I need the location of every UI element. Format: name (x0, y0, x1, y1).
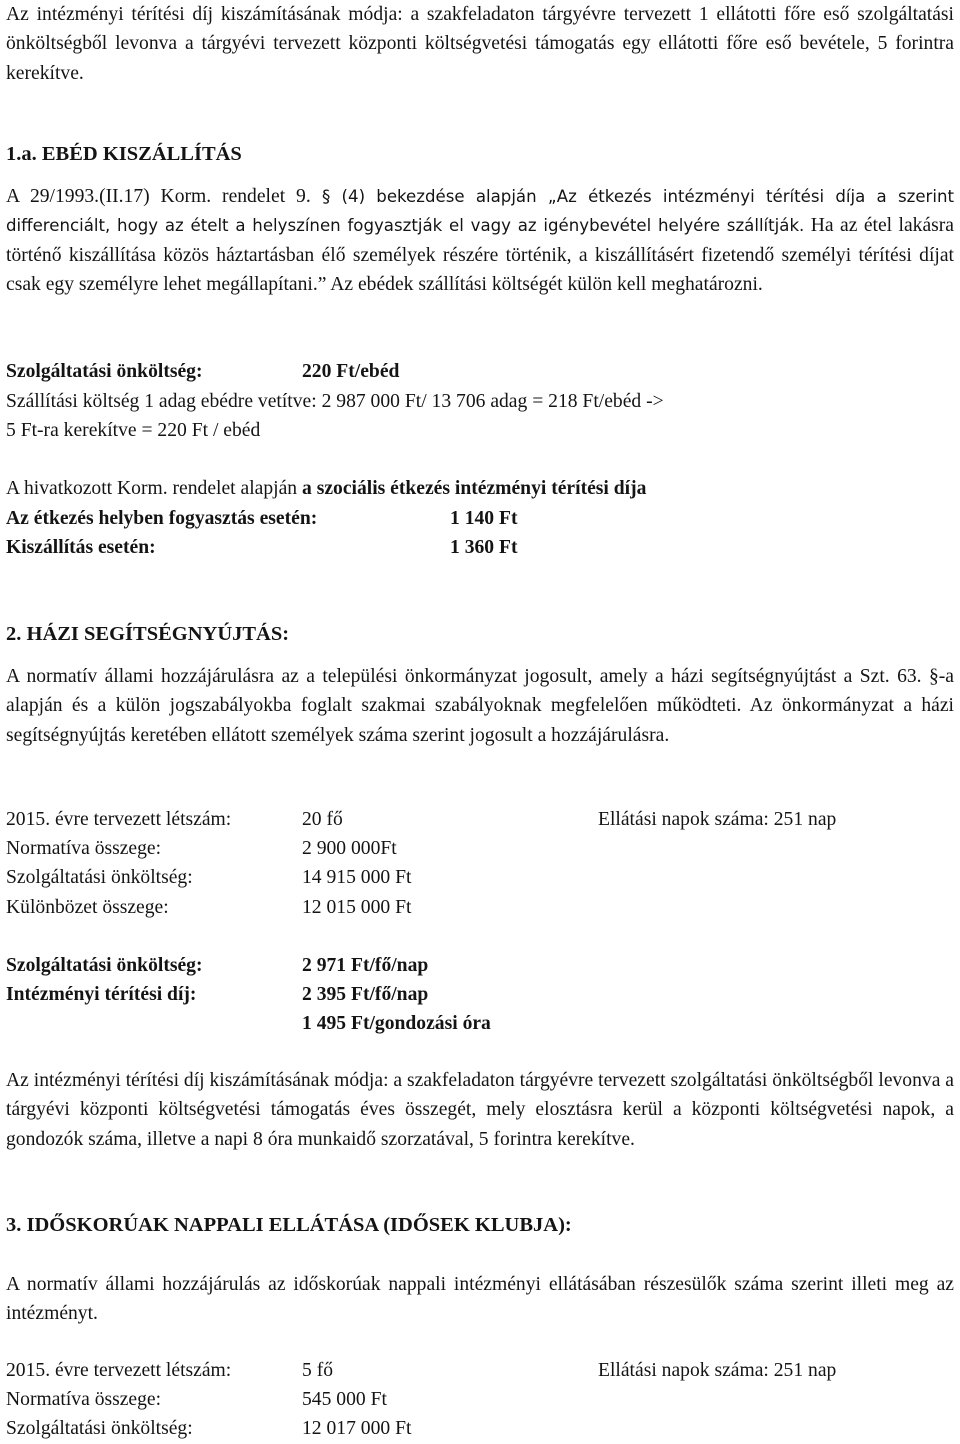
section-2-heading: 2. HÁZI SEGÍTSÉGNYÚJTÁS: (6, 623, 290, 645)
s2-row-2-label: Szolgáltatási önköltség: (6, 867, 193, 888)
s2-fee-value-2: 1 495 Ft/gondozási óra (302, 1013, 491, 1034)
fee-line-bold: a szociális étkezés intézményi térítési díja (302, 478, 647, 499)
s2-method-paragraph: Az intézményi térítési díj kiszámításának módja: a szakfeladaton tárgyévre tervezett szolgáltatási önköltségből levonva a tárgyévi központi költségvetési támogatás éves összegét, mely elosztásra kerül a központi költségvetési napok, a gondozók száma, illetve a napi 8 óra munkaidő szorzatával, 5 forintra kerekítve. (6, 1070, 954, 1150)
onsite-label: Az étkezés helyben fogyasztás esetén: (6, 508, 318, 529)
intro-paragraph: Az intézményi térítési díj kiszámításának módja: a szakfeladaton tárgyévre tervezett 1 ellátotti főre eső szolgáltatási önköltségből levonva a tárgyévi tervezett központi költségvetési támogatás egy ellátotti főre eső bevétele, 5 forintra kerekítve. (6, 4, 954, 84)
s2-row-1-label: Normatíva összege: (6, 838, 162, 859)
delivery-value: 1 360 Ft (450, 537, 518, 558)
section-1a-fee-line (6, 474, 646, 503)
s2-cost-value: 2 971 Ft/fő/nap (302, 955, 429, 976)
s3-days: Ellátási napok száma: 251 nap (598, 1360, 837, 1381)
s3-row-1-value: 545 000 Ft (302, 1389, 387, 1410)
section-3-paragraph: A normatív állami hozzájárulás az időskorúak nappali intézményi ellátásában részesülők száma szerint illeti meg az intézményt. (6, 1274, 954, 1325)
s3-row-0-value: 5 fő (302, 1360, 334, 1381)
section-1a-rounded-line: 5 Ft-ra kerekítve = 220 Ft / ebéd (6, 420, 261, 441)
s3-row-0-label: 2015. évre tervezett létszám: (6, 1360, 232, 1381)
s2-fee-value-1: 2 395 Ft/fő/nap (302, 984, 429, 1005)
section-1a-paragraph (6, 182, 954, 300)
section-1a-cost-value: 220 Ft/ebéd (302, 361, 400, 382)
section-3-heading: 3. IDŐSKORÚAK NAPPALI ELLÁTÁSA (IDŐSEK KLUBJA): (6, 1214, 572, 1236)
section-1a-cost-label: Szolgáltatási önköltség: (6, 361, 203, 382)
section-1a-transport-line: Szállítási költség 1 adag ebédre vetítve: 2 987 000 Ft/ 13 706 adag = 218 Ft/ebéd -> (6, 391, 664, 412)
s2-row-0-label: 2015. évre tervezett létszám: (6, 809, 232, 830)
section-1a-para-quote: § (4) bekezdése alapján „Az étkezés intézményi térítési díja a szerint differenciált, hogy az ételt a helyszínen fogyasztják el vagy az igénybevétel helyére szállítják. (6, 187, 954, 236)
s2-row-3-label: Különbözet összege: (6, 897, 169, 918)
s3-row-2-label: Szolgáltatási önköltség: (6, 1418, 193, 1439)
section-1a-heading: 1.a. EBÉD KISZÁLLÍTÁS (6, 143, 242, 165)
s2-days: Ellátási napok száma: 251 nap (598, 809, 837, 830)
s2-fee-label: Intézményi térítési díj: (6, 984, 197, 1005)
onsite-value: 1 140 Ft (450, 508, 518, 529)
s3-row-2-value: 12 017 000 Ft (302, 1418, 412, 1439)
s2-row-1-value: 2 900 000Ft (302, 838, 397, 859)
s2-row-3-value: 12 015 000 Ft (302, 897, 412, 918)
delivery-label: Kiszállítás esetén: (6, 537, 156, 558)
s2-row-0-value: 20 fő (302, 809, 343, 830)
s2-row-2-value: 14 915 000 Ft (302, 867, 412, 888)
section-2-paragraph: A normatív állami hozzájárulásra az a települési önkormányzat jogosult, amely a házi segítségnyújtást a Szt. 63. §-a alapján és a külön jogszabályokba foglalt szakmai szabályoknak megfelelően működteti. Az önkormányzat a házi segítségnyújtás keretében ellátott személyek száma szerint jogosult a hozzájárulásra. (6, 666, 954, 746)
s3-row-1-label: Normatíva összege: (6, 1389, 162, 1410)
s2-cost-label: Szolgáltatási önköltség: (6, 955, 203, 976)
section-1a-para-start: A 29/1993.(II.17) Korm. rendelet 9. (6, 186, 311, 207)
fee-line-prefix: A hivatkozott Korm. rendelet alapján (6, 478, 302, 499)
section-1a-para-rest: Ha az étel lakásra történő kiszállítása közös háztartásban élő személyek részére történik, a kiszállításért fizetendő személyi térítési díjat csak egy személyre lehet megállapítani.” Az ebédek szállítási költségét külön kell meghatározni. (6, 215, 954, 296)
